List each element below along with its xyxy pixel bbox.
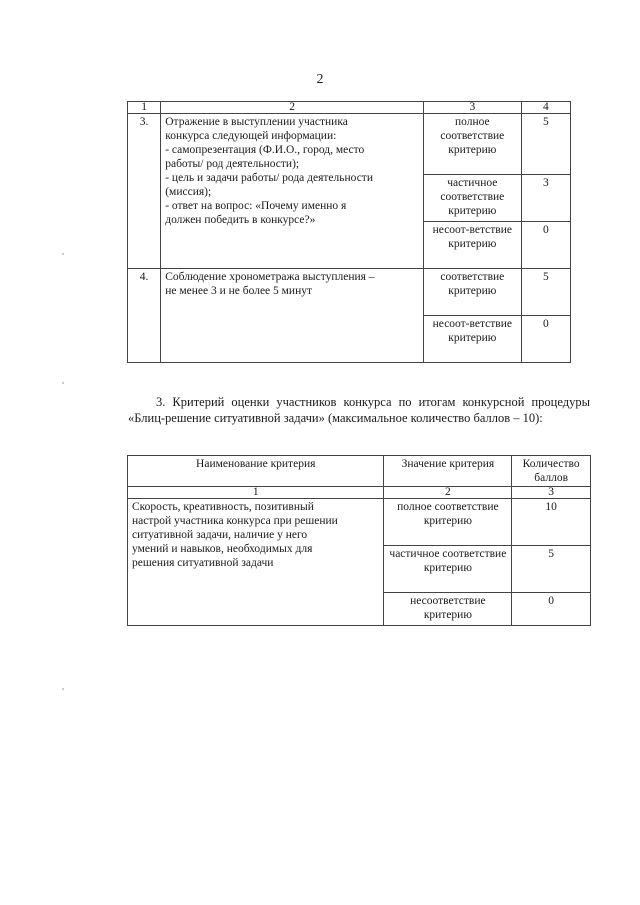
column-number: 4 bbox=[521, 102, 570, 114]
score: 3 bbox=[521, 175, 570, 222]
criterion-line: Скорость, креативность, позитивный bbox=[132, 501, 314, 513]
criterion-value: соответствие критерию bbox=[423, 269, 521, 316]
criterion-line: решения ситуативной задачи bbox=[132, 557, 274, 569]
criterion-value: частичное соответствие критерию bbox=[423, 175, 521, 222]
column-number: 1 bbox=[128, 102, 161, 114]
criteria-table-1 bbox=[127, 101, 571, 363]
score: 0 bbox=[521, 222, 570, 269]
scan-speck bbox=[62, 253, 64, 255]
criterion-line: - ответ на вопрос: «Почему именно я bbox=[165, 200, 347, 212]
criterion-value: полное соответствие критерию bbox=[384, 499, 512, 546]
criterion-text bbox=[161, 269, 424, 363]
row-number: 4. bbox=[128, 269, 161, 363]
criterion-line: (миссия); bbox=[165, 186, 212, 198]
criterion-line: настрой участника конкурса при решении bbox=[132, 515, 338, 527]
table-row bbox=[128, 269, 571, 316]
score: 0 bbox=[521, 316, 570, 363]
header-criterion-name: Наименование критерия bbox=[128, 456, 384, 487]
criterion-line: умений и навыков, необходимых для bbox=[132, 543, 313, 555]
criterion-value: несоответствие критерию bbox=[384, 593, 512, 626]
column-number: 2 bbox=[161, 102, 424, 114]
criteria-paragraph: 3. Критерий оценки участников конкурса по итогам конкурсной процедуры «Блиц-решение ситуативной задачи» (максимальное количество баллов – 10): bbox=[128, 395, 590, 425]
criterion-line: не менее 3 и не более 5 минут bbox=[165, 285, 313, 297]
scan-speck bbox=[62, 688, 64, 690]
score: 5 bbox=[512, 546, 591, 593]
criterion-text bbox=[128, 499, 384, 626]
score: 5 bbox=[521, 114, 570, 175]
column-number: 3 bbox=[512, 487, 591, 499]
row-number: 3. bbox=[128, 114, 161, 269]
table-row bbox=[128, 114, 571, 175]
criterion-line: - самопрезентация (Ф.И.О., город, место bbox=[165, 144, 365, 156]
column-number: 3 bbox=[423, 102, 521, 114]
criteria-table-2 bbox=[127, 455, 591, 626]
score: 10 bbox=[512, 499, 591, 546]
criterion-line: конкурса следующей информации: bbox=[165, 130, 337, 142]
criterion-line: ситуативной задачи, наличие у него bbox=[132, 529, 308, 541]
criterion-line: - цель и задачи работы/ рода деятельности bbox=[165, 172, 373, 184]
criterion-value: несоот-ветствие критерию bbox=[423, 222, 521, 269]
criterion-line: Отражение в выступлении участника bbox=[165, 116, 348, 128]
header-score: Количество баллов bbox=[512, 456, 591, 487]
header-criterion-value: Значение критерия bbox=[384, 456, 512, 487]
criterion-text bbox=[161, 114, 424, 269]
table-row bbox=[128, 499, 591, 546]
criterion-line: Соблюдение хронометража выступления – bbox=[165, 271, 375, 283]
table-header-row bbox=[128, 456, 591, 487]
column-number: 1 bbox=[128, 487, 384, 499]
criterion-line: должен победить в конкурсе?» bbox=[165, 214, 316, 226]
scan-speck bbox=[62, 382, 64, 384]
table-header-row bbox=[128, 102, 571, 114]
criterion-line: работы/ род деятельности); bbox=[165, 158, 300, 170]
table-number-row bbox=[128, 487, 591, 499]
column-number: 2 bbox=[384, 487, 512, 499]
score: 5 bbox=[521, 269, 570, 316]
score: 0 bbox=[512, 593, 591, 626]
criterion-value: несоот-ветствие критерию bbox=[423, 316, 521, 363]
page-number: 2 bbox=[316, 72, 324, 87]
criterion-value: полное соответствие критерию bbox=[423, 114, 521, 175]
criterion-value: частичное соответствие критерию bbox=[384, 546, 512, 593]
